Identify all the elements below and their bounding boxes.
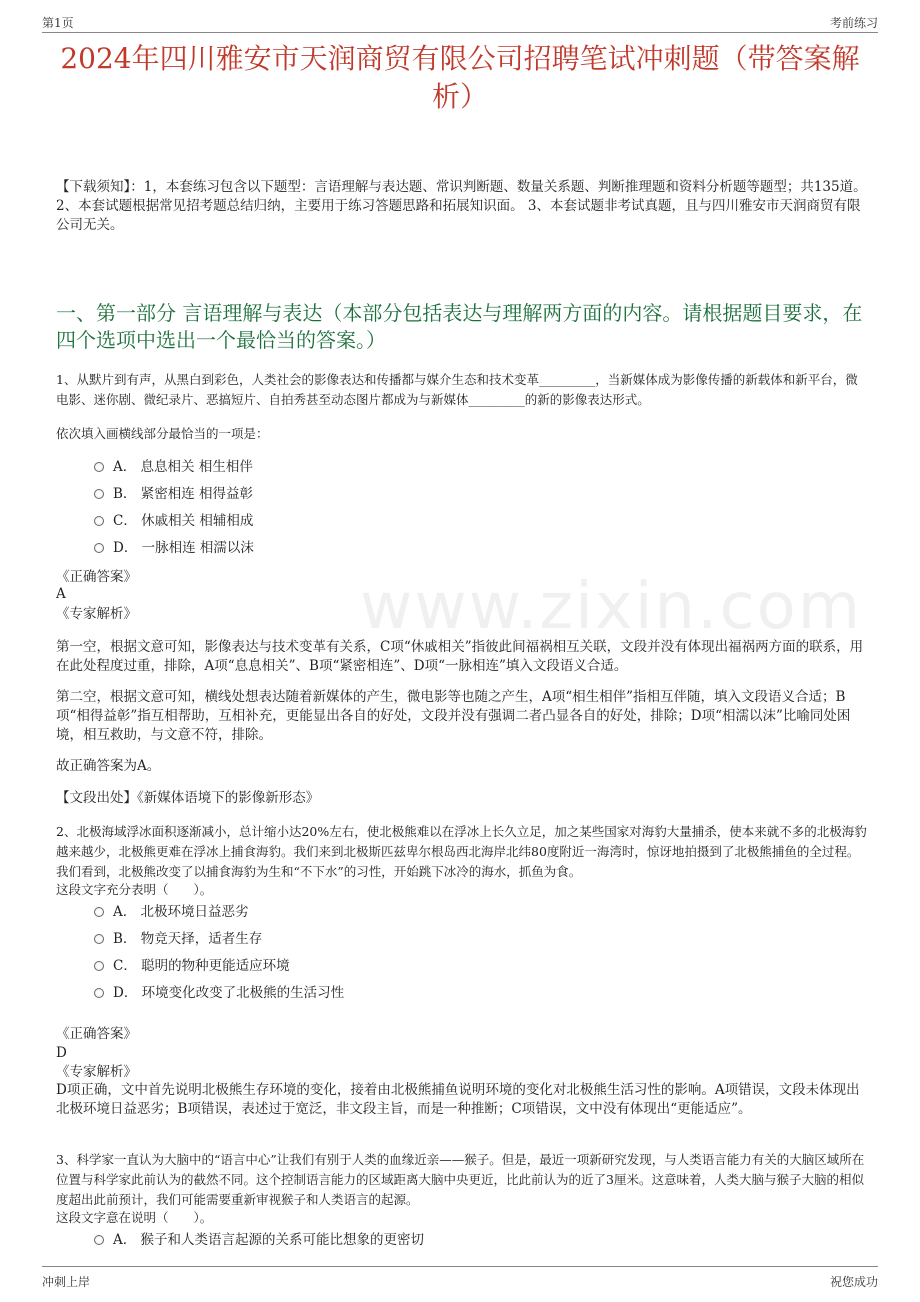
radio-icon[interactable] xyxy=(94,934,104,944)
document-title: 2024年四川雅安市天润商贸有限公司招聘笔试冲刺题（带答案解析） xyxy=(60,42,860,113)
question-1-analysis-2: 第二空，根据文意可知，横线处想表达随着新媒体的产生，微电影等也随之产生，A项“相生相伴”指相互伴随，填入文段语义合适；B项“相得益彰”指互相帮助，互相补充，更能显出各自的好处，文段并没有强调二者凸显各自的好处，排除；D项“相濡以沫”比喻同处困境，相互救助，与文意不符，排除。 xyxy=(56,689,851,743)
question-1-option-c[interactable]: C． 休戚相关 相辅相成 xyxy=(94,512,253,530)
radio-icon[interactable] xyxy=(94,516,104,526)
question-2-answer-label: 《正确答案》 xyxy=(56,1026,137,1042)
page-number: 第1页 xyxy=(42,16,74,30)
question-1-answer: A xyxy=(56,586,66,602)
radio-icon[interactable] xyxy=(94,462,104,472)
header-label: 考前练习 xyxy=(829,16,878,30)
page-header xyxy=(42,12,878,33)
radio-icon[interactable] xyxy=(94,489,104,499)
question-3-option-a[interactable]: A． 猴子和人类语言起源的关系可能比想象的更密切 xyxy=(94,1231,424,1249)
question-3-stem: 3、科学家一直认为大脑中的“语言中心”让我们有别于人类的血缘近亲——猴子。但是，最近一项新研究发现，与人类语言能力有关的大脑区域所在位置与科学家此前认为的截然不同。这个控制语言能力的区域距离大脑中央更近，比此前认为的近了3厘米。这意味着，人类大脑与猴子大脑的相似度超出此前预计，我们可能需要重新审视猴子和人类语言的起源。 xyxy=(56,1152,865,1207)
section-heading: 一、第一部分 言语理解与表达（本部分包括表达与理解两方面的内容。请根据题目要求，在四个选项中选出一个最恰当的答案。） xyxy=(56,301,863,352)
question-2-analysis-label: 《专家解析》 xyxy=(56,1064,137,1080)
question-1-analysis-3: 故正确答案为A。 xyxy=(56,758,161,774)
footer-right: 祝您成功 xyxy=(829,1275,878,1289)
footer-left: 冲刺上岸 xyxy=(42,1275,91,1289)
question-1-analysis-label: 《专家解析》 xyxy=(56,606,137,622)
question-2-option-d[interactable]: D． 环境变化改变了北极熊的生活习性 xyxy=(94,984,344,1002)
radio-icon[interactable] xyxy=(94,907,104,917)
question-2-answer: D xyxy=(56,1045,67,1061)
question-2-option-a[interactable]: A． 北极环境日益恶劣 xyxy=(94,903,249,921)
download-notice: 【下载须知】：1，本套练习包含以下题型：言语理解与表达题、常识判断题、数量关系题、判断推理题和资料分析题等题型；共135道。 2、本套试题根据常见招考题总结归纳，主要用于练习答题思路和拓展知识面。 3、本套试题非考试真题，且与四川雅安市天润商贸有限公司无关。 xyxy=(56,179,867,233)
question-3-prompt: 这段文字意在说明（ ）。 xyxy=(56,1210,213,1225)
question-2-analysis: D项正确，文中首先说明北极熊生存环境的变化，接着由北极熊捕鱼说明环境的变化对北极熊生活习性的影响。A项错误，文段未体现出北极环境日益恶劣；B项错误，表述过于宽泛，非文段主旨，而是一种推断；C项错误，文中没有体现出“更能适应”。 xyxy=(56,1082,860,1117)
question-2-stem: 2、北极海域浮冰面积逐渐减小，总计缩小达20%左右，使北极熊难以在浮冰上长久立足，加之某些国家对海豹大量捕杀，使本来就不多的北极海豹越来越少，北极熊更难在浮冰上捕食海豹。我们来到北极斯匹兹卑尔根岛西北海岸北纬80度附近一海湾时，惊讶地拍摄到了北极熊捕鱼的全过程。我们看到，北极熊改变了以捕食海豹为生和“不下水”的习性，开始跳下冰冷的海水，抓鱼为食。 xyxy=(56,824,867,879)
question-1-option-d[interactable]: D． 一脉相连 相濡以沫 xyxy=(94,539,254,557)
question-1-prompt: 依次填入画横线部分最恰当的一项是： xyxy=(56,426,269,441)
radio-icon[interactable] xyxy=(94,543,104,553)
question-2-option-b[interactable]: B． 物竞天择，适者生存 xyxy=(94,930,262,948)
question-2-prompt: 这段文字充分表明（ ）。 xyxy=(56,882,213,897)
question-1-source: 【文段出处】《新媒体语境下的影像新形态》 xyxy=(56,790,320,806)
watermark: www.zixin.com xyxy=(360,570,863,644)
radio-icon[interactable] xyxy=(94,961,104,971)
radio-icon[interactable] xyxy=(94,988,104,998)
question-1-option-a[interactable]: A． 息息相关 相生相伴 xyxy=(94,458,253,476)
radio-icon[interactable] xyxy=(94,1235,104,1245)
question-1-option-b[interactable]: B． 紧密相连 相得益彰 xyxy=(94,485,253,503)
question-1-stem: 1、从默片到有声，从黑白到彩色，人类社会的影像表达和传播都与媒介生态和技术变革_________，当新媒体成为影像传播的新载体和新平台，微电影、迷你剧、微纪录片、恶搞短片、自拍秀甚至动态图片都成为与新媒体_________的新的影像表达形式。 xyxy=(56,372,858,407)
question-2-option-c[interactable]: C． 聪明的物种更能适应环境 xyxy=(94,957,290,975)
question-1-analysis-1: 第一空，根据文意可知，影像表达与技术变革有关系，C项“休戚相关”指彼此间福祸相互关联，文段并没有体现出福祸两方面的联系，用在此处程度过重，排除，A项“息息相关”、B项“紧密相连”、D项“一脉相连”填入文段语义合适。 xyxy=(56,639,864,674)
question-1-answer-label: 《正确答案》 xyxy=(56,569,137,585)
page-footer xyxy=(42,1266,878,1291)
